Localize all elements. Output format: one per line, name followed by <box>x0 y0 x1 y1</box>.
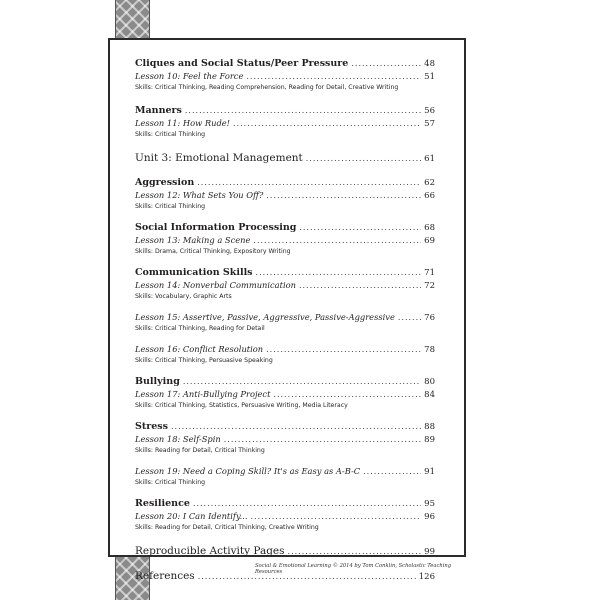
page-number: 80 <box>424 377 435 387</box>
entry-title: Lesson 20: I Can Identify... <box>135 511 248 521</box>
dot-leader <box>185 106 421 115</box>
skills-line: Skills: Critical Thinking, Statistics, Persuasive Writing, Media Literacy <box>135 402 348 409</box>
spacer <box>135 412 435 421</box>
page-number: 95 <box>424 499 435 509</box>
entry-title: Manners <box>135 105 182 116</box>
toc-section-entry <box>135 498 435 511</box>
dot-leader <box>171 422 421 431</box>
page-number: 89 <box>424 435 435 445</box>
toc-lesson-entry <box>135 235 435 246</box>
copyright-footer: Social & Emotional Learning © 2014 by Tom Conklin, Scholastic Teaching Resources <box>255 563 452 575</box>
toc-section-entry <box>135 177 435 190</box>
skills-line: Skills: Drama, Critical Thinking, Expository Writing <box>135 248 291 255</box>
entry-title: Lesson 15: Assertive, Passive, Aggressive, Passive-Aggressive <box>135 312 395 322</box>
page-number: 76 <box>424 313 435 323</box>
entry-title: Lesson 12: What Sets You Off? <box>135 190 264 200</box>
skills-line: Skills: Critical Thinking, Reading Comprehension, Reading for Detail, Creative Writing <box>135 84 399 91</box>
toc-lesson-entry <box>135 71 435 82</box>
spacer <box>135 258 435 267</box>
entry-title: Lesson 13: Making a Scene <box>135 235 251 245</box>
entry-title: Reproducible Activity Pages <box>135 545 285 557</box>
entry-title: Unit 3: Emotional Management <box>135 152 303 164</box>
page-number: 69 <box>424 236 435 246</box>
dot-leader <box>193 499 421 508</box>
spacer <box>135 457 435 466</box>
toc-lesson-entry <box>135 280 435 291</box>
spacer <box>135 335 435 344</box>
dot-leader <box>253 236 421 245</box>
spacer <box>135 534 435 545</box>
dot-leader <box>266 345 421 354</box>
dot-leader <box>273 390 421 399</box>
toc-lesson-entry <box>135 118 435 129</box>
toc-section-entry <box>135 267 435 280</box>
page-number: 91 <box>424 467 435 477</box>
entry-title: Cliques and Social Status/Peer Pressure <box>135 58 349 69</box>
skills-line: Skills: Critical Thinking, Persuasive Speaking <box>135 357 273 364</box>
page-number: 99 <box>424 547 435 557</box>
skills-line: Skills: Critical Thinking <box>135 131 206 138</box>
entry-title: Lesson 10: Feel the Force <box>135 71 244 81</box>
page-number: 126 <box>418 572 435 582</box>
page-number: 78 <box>424 345 435 355</box>
spacer <box>135 367 435 376</box>
dot-leader <box>197 178 421 187</box>
dot-leader <box>183 377 421 386</box>
entry-title: Lesson 16: Conflict Resolution <box>135 344 264 354</box>
dot-leader <box>256 268 422 277</box>
toc-lesson-entry <box>135 190 435 201</box>
toc-section-entry <box>135 105 435 118</box>
entry-title: Lesson 17: Anti-Bullying Project <box>135 389 271 399</box>
page-number: 57 <box>424 119 435 129</box>
dot-leader <box>398 313 421 322</box>
entry-title: Lesson 18: Self-Spin <box>135 434 221 444</box>
skills-line: Skills: Reading for Detail, Critical Thinking, Creative Writing <box>135 524 319 531</box>
toc-lesson-entry <box>135 312 435 323</box>
page-number: 66 <box>424 191 435 201</box>
skills-line: Skills: Critical Thinking <box>135 479 206 486</box>
spacer <box>135 94 435 105</box>
page-number: 71 <box>424 268 435 278</box>
page-number: 48 <box>424 59 435 69</box>
page-number: 51 <box>424 72 435 82</box>
dot-leader <box>299 281 421 290</box>
entry-title: Resilience <box>135 498 190 509</box>
dot-leader <box>224 435 421 444</box>
entry-title: Bullying <box>135 376 180 387</box>
toc-lesson-entry <box>135 466 435 477</box>
toc-lesson-entry <box>135 434 435 445</box>
entry-title: Social Information Processing <box>135 222 297 233</box>
dot-leader <box>299 223 421 232</box>
toc-section-entry <box>135 376 435 389</box>
toc-lesson-entry <box>135 511 435 522</box>
skills-line: Skills: Critical Thinking <box>135 203 206 210</box>
page-number: 96 <box>424 512 435 522</box>
page-number: 68 <box>424 223 435 233</box>
skills-line: Skills: Reading for Detail, Critical Thinking <box>135 447 265 454</box>
dot-leader <box>266 191 421 200</box>
toc-section-entry <box>135 222 435 235</box>
spacer <box>135 168 435 177</box>
dot-leader <box>233 119 421 128</box>
spacer <box>135 489 435 498</box>
skills-line: Skills: Critical Thinking, Reading for Detail <box>135 325 265 332</box>
dot-leader <box>288 547 422 556</box>
page-number: 61 <box>424 154 435 164</box>
skills-line: Skills: Vocabulary, Graphic Arts <box>135 293 232 300</box>
entry-title: Lesson 19: Need a Coping Skill? It's as Easy as A-B-C <box>135 466 361 476</box>
toc-unit-heading <box>135 152 435 168</box>
page-number: 56 <box>424 106 435 116</box>
spacer <box>135 141 435 152</box>
entry-title: Communication Skills <box>135 267 253 278</box>
dot-leader <box>306 154 421 163</box>
entry-title: Aggression <box>135 177 195 188</box>
toc-section-entry <box>135 421 435 434</box>
toc-section-entry <box>135 58 435 71</box>
dot-leader <box>246 72 421 81</box>
toc-lesson-entry <box>135 344 435 355</box>
page-number: 62 <box>424 178 435 188</box>
dot-leader <box>351 59 421 68</box>
toc-lesson-entry <box>135 389 435 400</box>
page-number: 72 <box>424 281 435 291</box>
entry-title: Stress <box>135 421 168 432</box>
spacer <box>135 303 435 312</box>
entry-title: Lesson 14: Nonverbal Communication <box>135 280 296 290</box>
dot-leader <box>363 467 421 476</box>
table-of-contents <box>135 58 435 586</box>
spacer <box>135 213 435 222</box>
page-number: 88 <box>424 422 435 432</box>
dot-leader <box>251 512 422 521</box>
binder-spine-top <box>115 0 150 42</box>
entry-title: Lesson 11: How Rude! <box>135 118 231 128</box>
toc-backmatter-entry <box>135 545 435 561</box>
page-number: 84 <box>424 390 435 400</box>
entry-title: References <box>135 570 195 582</box>
